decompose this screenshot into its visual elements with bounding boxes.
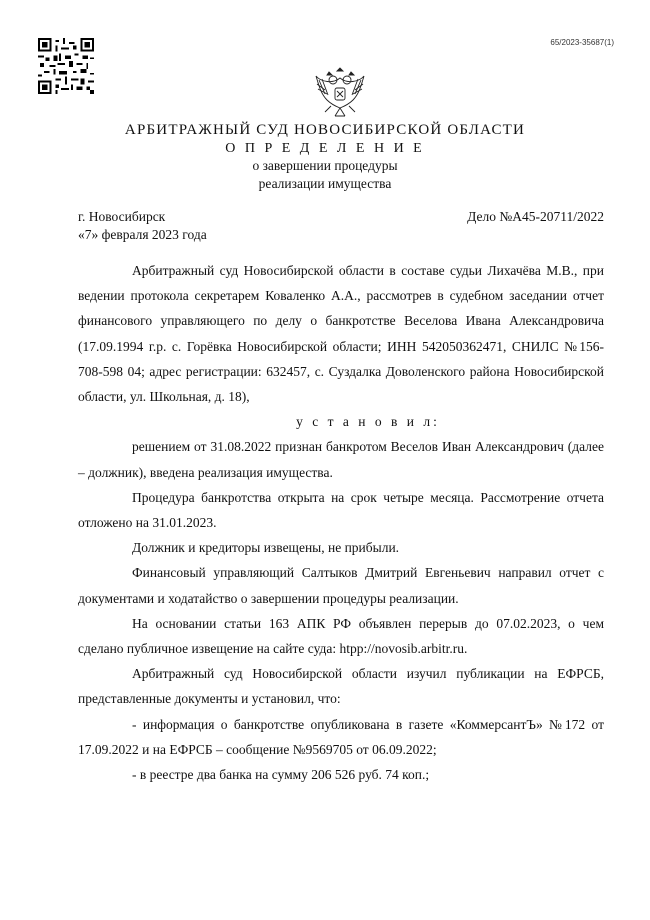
- document-number: 65/2023-35687(1): [550, 38, 614, 47]
- paragraph-court-findings: Арбитражный суд Новосибирской области изучил публикации на ЕФРСБ, представленные документы и установил, что:: [78, 666, 604, 707]
- paragraph-procedure-term: Процедура банкротства открыта на срок четыре месяца. Рассмотрение отчета отложено на 31.01.2023.: [78, 489, 604, 531]
- qr-code-icon: [38, 38, 94, 94]
- paragraph-creditor-registry: - в реестре два банка на сумму 206 526 руб. 74 коп.;: [132, 767, 430, 783]
- subtitle-line-2: реализации имущества: [258, 176, 392, 191]
- city: г. Новосибирск: [78, 209, 166, 224]
- paragraph-manager-report: Финансовый управляющий Салтыков Дмитрий Евгеньевич направил отчет с документами и ходатайство о завершении процедуры реализации.: [78, 565, 604, 606]
- case-number: Дело №А45-20711/2022: [467, 209, 604, 224]
- document-body: [78, 258, 604, 787]
- paragraph-bankruptcy-decision: решением от 31.08.2022 признан банкротом Веселов Иван Александрович (далее – должник), введена реализация имущества.: [78, 439, 604, 480]
- coat-of-arms-icon: [313, 64, 367, 120]
- paragraph-break-announcement: На основании статьи 163 АПК РФ объявлен перерыв до 07.02.2023, о чем сделано публичное извещение на сайте суда: htpp://novosib.arbitr.ru.: [78, 615, 604, 657]
- paragraph-notification: Должник и кредиторы извещены, не прибыли.: [132, 540, 400, 556]
- paragraph-publication-info: - информация о банкротстве опубликована в газете «КоммерсантЪ» №172 от 17.09.2022 и на ЕФРСБ – сообщение №9569705 от 06.09.2022;: [78, 716, 604, 757]
- document-type-title: О П Р Е Д Е Л Е Н И Е: [225, 141, 425, 156]
- ustanovil-heading: у с т а н о в и л:: [296, 414, 440, 430]
- subtitle-line-1: о завершении процедуры: [252, 158, 398, 173]
- paragraph-court-composition: Арбитражный суд Новосибирской области в составе судьи Лихачёва М.В., при ведении протокола секретарем Коваленко А.А., рассмотрев в судебном заседании отчет финансового управляющего по делу о банкротстве Веселова Ивана Александровича (17.09.1994 г.р. с. Горёвка Новосибирской области; ИНН 542050362471, СНИЛС №156-708-598 04; адрес регистрации: 632457, с. Суздалка Доволенского района Новосибирской области, ул. Школьная, д. 18),: [78, 263, 604, 405]
- court-name: АРБИТРАЖНЫЙ СУД НОВОСИБИРСКОЙ ОБЛАСТИ: [124, 122, 526, 138]
- decision-date: «7» февраля 2023 года: [78, 227, 207, 242]
- document-subtitle: [0, 157, 650, 193]
- place-and-date: [78, 208, 207, 244]
